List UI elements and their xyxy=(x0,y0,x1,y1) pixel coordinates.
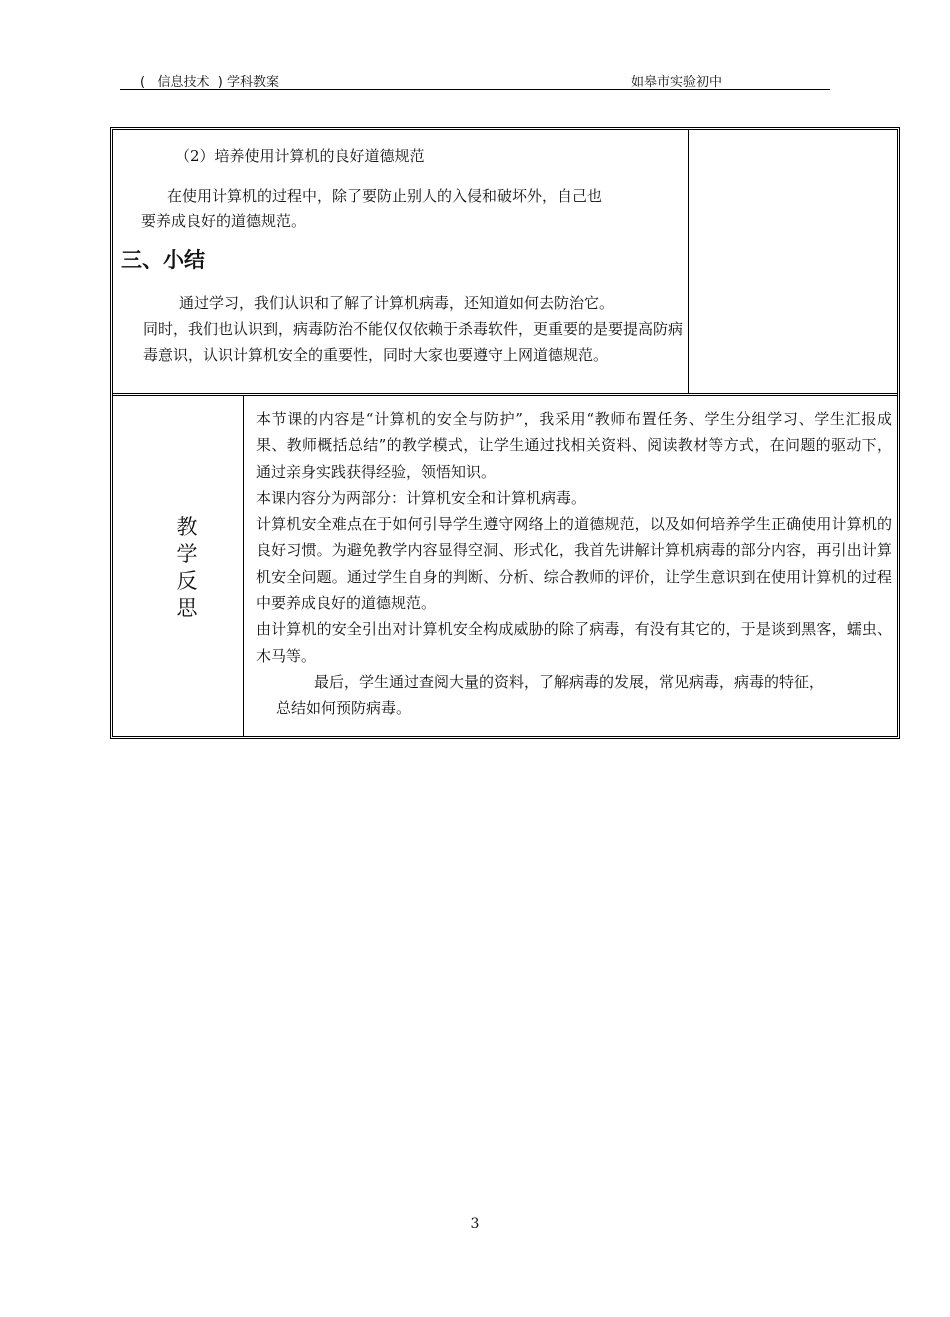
ethics-line-2: 要养成良好的道德规范。 xyxy=(141,212,307,230)
notes-cell xyxy=(689,130,897,393)
ethics-paragraph xyxy=(141,184,681,234)
header-school: 如皋市实验初中 xyxy=(630,75,722,90)
summary-cell xyxy=(113,130,689,393)
lesson-table xyxy=(110,127,900,739)
reflection-paragraph-5: 最后，学生通过查阅大量的资料，了解病毒的发展，常见病毒，病毒的特征， xyxy=(314,672,825,691)
subheading: （2）培养使用计算机的良好道德规范 xyxy=(175,147,425,165)
reflection-paragraph-4: 由计算机的安全引出对计算机安全构成威胁的除了病毒，有没有其它的，于是谈到黑客，蠕虫、木马等。 xyxy=(256,620,892,665)
summary-rest: 同时，我们也认识到，病毒防治不能仅仅依赖于杀毒软件，更重要的是要提高防病毒意识，认识计算机安全的重要性，同时大家也要遵守上网道德规范。 xyxy=(143,320,684,364)
page-header xyxy=(120,68,830,90)
reflection-text xyxy=(256,406,892,722)
header-subject: ( 信息技术 ) 学科教案 xyxy=(140,75,279,90)
reflection-paragraph-3: 计算机安全难点在于如何引导学生遵守网络上的道德规范，以及如何培养学生正确使用计算机的良好习惯。为避免教学内容显得空洞、形式化，我首先讲解计算机病毒的部分内容，再引出计算机安全问题。通过学生自身的判断、分析、综合教师的评价，让学生意识到在使用计算机的过程中要养成良好的道德规范。 xyxy=(256,515,892,613)
summary-row xyxy=(113,130,897,396)
page-number: 3 xyxy=(470,1216,480,1232)
reflection-label-cell xyxy=(113,396,244,736)
ethics-line-1: 在使用计算机的过程中，除了要防止别人的入侵和破坏外，自己也 xyxy=(167,187,603,205)
summary-line-1: 通过学习，我们认识和了解了计算机病毒，还知道如何去防治它。 xyxy=(179,294,615,312)
reflection-paragraph-1: 本节课的内容是“计算机的安全与防护”，我采用“教师布置任务、学生分组学习、学生汇报成果、教师概括总结”的教学模式，让学生通过找相关资料、阅读教材等方式，在问题的驱动下，通过亲身实践获得经验，领悟知识。 xyxy=(256,410,892,481)
reflection-paragraph-2: 本课内容分为两部分：计算机安全和计算机病毒。 xyxy=(256,488,587,507)
reflection-paragraph-5-end: 总结如何预防病毒。 xyxy=(276,699,412,718)
reflection-row xyxy=(113,396,897,736)
summary-heading: 三、小结 xyxy=(121,248,205,272)
reflection-content-cell xyxy=(244,396,897,736)
summary-paragraph xyxy=(143,290,683,368)
reflection-title: 教学反思 xyxy=(176,515,198,620)
